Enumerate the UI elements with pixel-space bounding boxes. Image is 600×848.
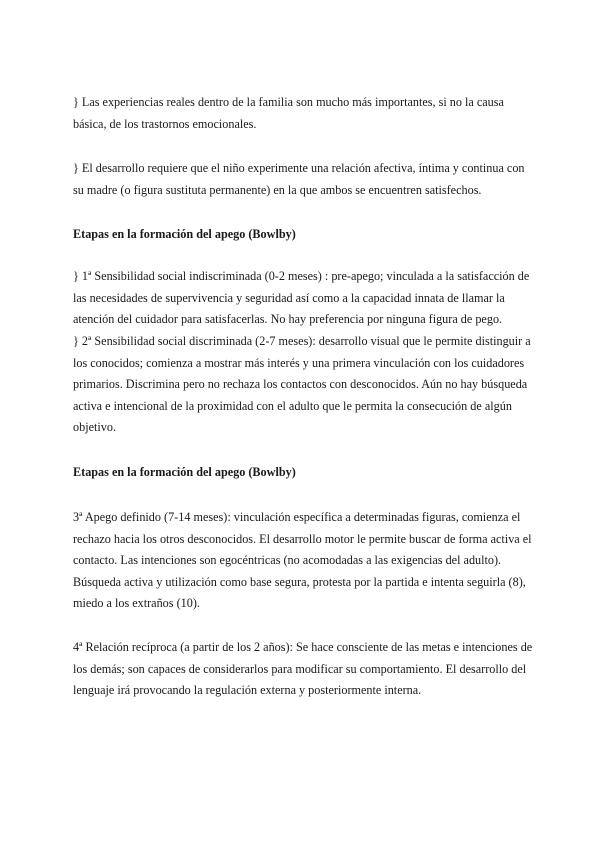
paragraph-affective-relation: } El desarrollo requiere que el niño experimente una relación afectiva, íntima y continua con su madre (o figura sustituta permanente) en la que ambos se encuentren satisfechos. (73, 161, 525, 197)
section-heading-attachment-stages-repeat: Etapas en la formación del apego (Bowlby) (73, 465, 296, 479)
paragraph-stage-2: } 2ª Sensibilidad social discriminada (2-7 meses): desarrollo visual que le permite distinguir a los conocidos; comienza a mostrar más interés y una primera vinculación con los cuidadores primarios. Discrimina pero no rechaza los contactos con desconocidos. Aún no hay búsqueda activa e intencional de la proximidad con el adulto que le permita la consecución de algún objetivo. (73, 334, 531, 435)
paragraph-stage-4: 4ª Relación recíproca (a partir de los 2 años): Se hace consciente de las metas e intenciones de los demás; son capaces de considerarlos para modificar su comportamiento. El desarrollo del lenguaje irá provocando la regulación externa y posteriormente interna. (73, 640, 533, 698)
paragraph-family-experiences: } Las experiencias reales dentro de la familia son mucho más importantes, si no la causa básica, de los trastornos emocionales. (73, 95, 504, 131)
paragraph-stage-3: 3ª Apego definido (7-14 meses): vinculación específica a determinadas figuras, comienza el rechazo hacia los otros desconocidos. El desarrollo motor le permite buscar de forma activa el contacto. Las intenciones son egocéntricas (no acomodadas a las exigencias del adulto). Búsqueda activa y utilización como base segura, protesta por la partida e intenta seguirla (8), miedo a los extraños (10). (73, 510, 532, 611)
section-heading-attachment-stages: Etapas en la formación del apego (Bowlby) (73, 227, 296, 241)
paragraph-stage-1: } 1ª Sensibilidad social indiscriminada (0-2 meses) : pre-apego; vinculada a la satisfacción de las necesidades de supervivencia y seguridad así como a la capacidad innata de llamar la atención del cuidador para satisfacerlas. No hay preferencia por ninguna figura de pego. (73, 269, 530, 327)
